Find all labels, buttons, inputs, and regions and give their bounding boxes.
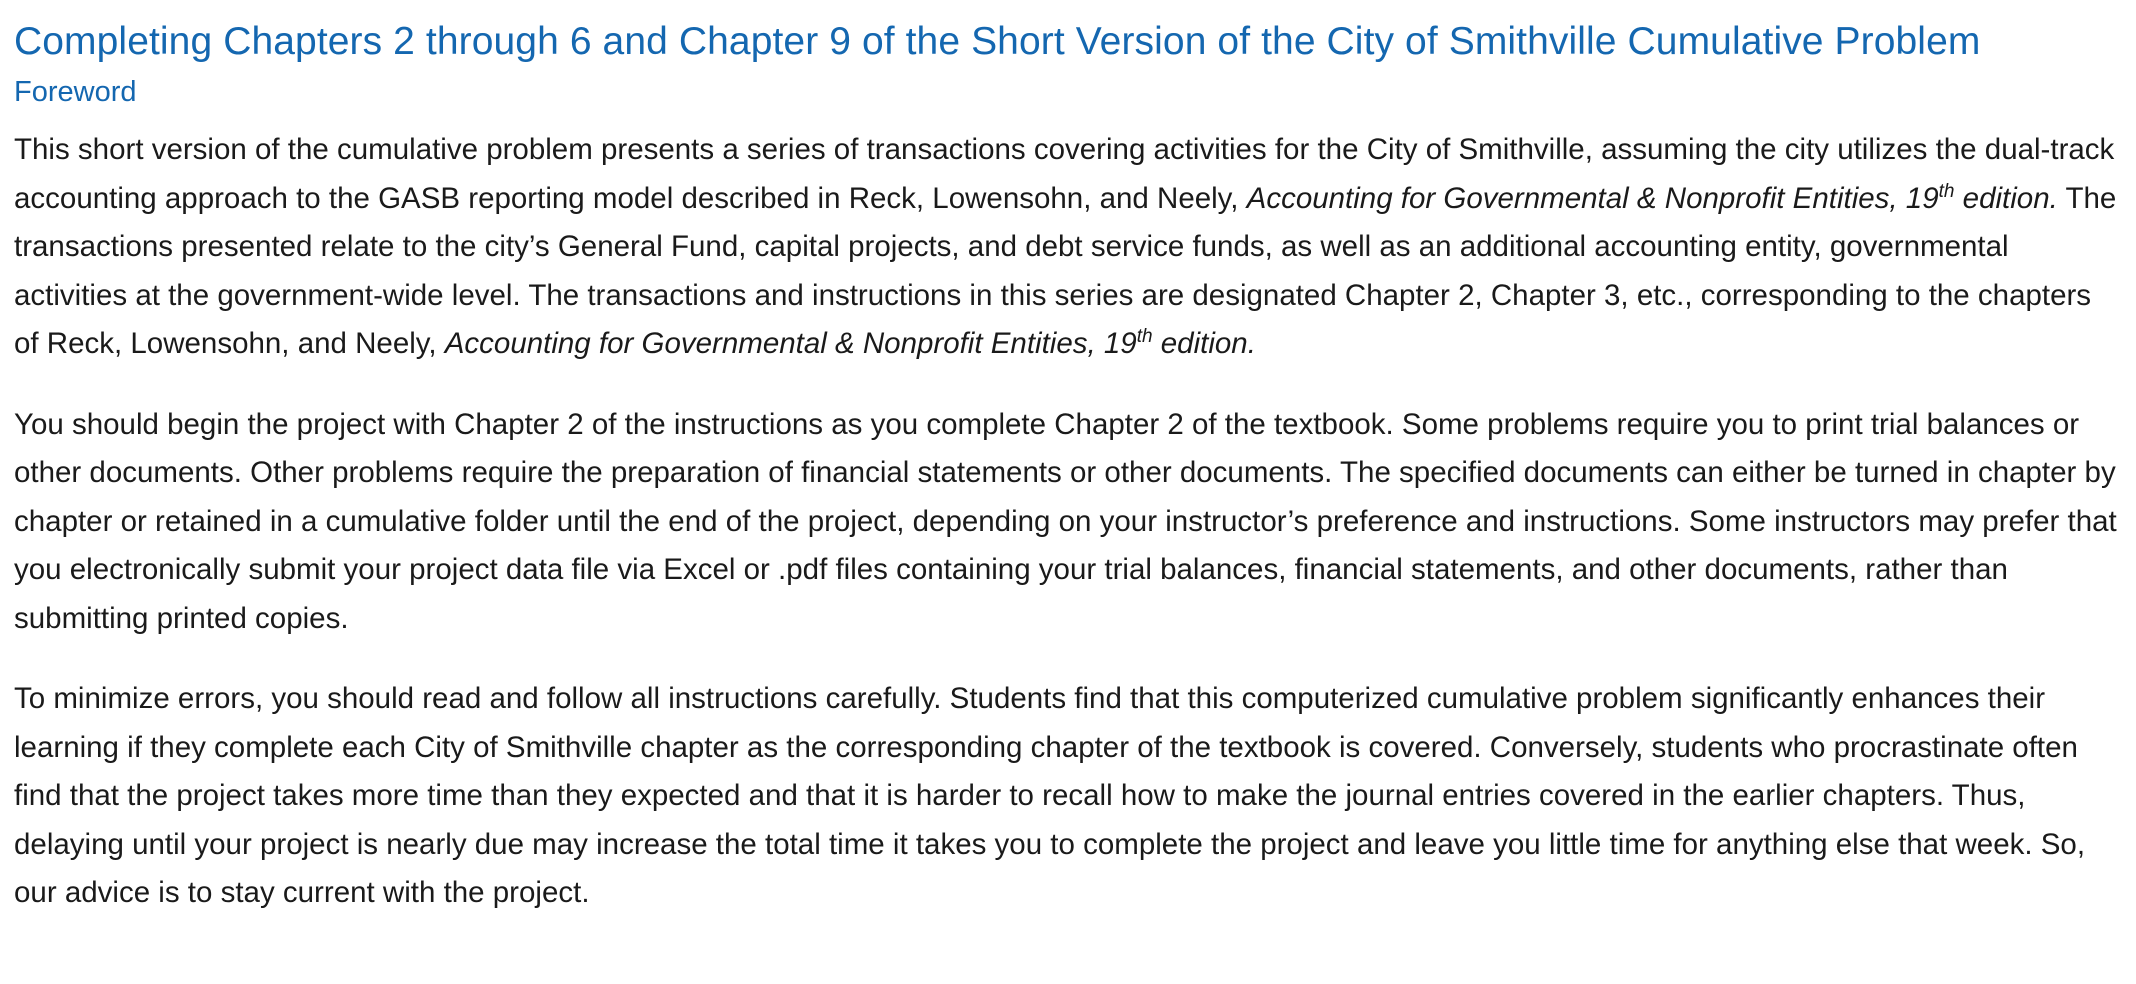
paragraph-advice: To minimize errors, you should read and follow all instructions carefully. Students find that this computerized cumulative problem significantly enhances their learning if they complete each City of Smithville chapter as the corresponding chapter of the textbook is covered. Conversely, students who procrastinate often find that the project takes more time than they expected and that it is harder to recall how to make the journal entries covered in the earlier chapters. Thus, delaying until your project is nearly due may increase the total time it takes you to complete the project and leave you little time for anything else that week. So, our advice is to stay current with the project. (14, 682, 2086, 909)
section-heading-foreword: Foreword (14, 76, 137, 108)
book-title-text-2: Accounting for Governmental & Nonprofit Entities, 19 (444, 327, 1137, 360)
paragraph-intro-text-1: This short version of the cumulative problem presents a series of transactions covering activities for the City of Smithville, assuming the city utilizes the dual-track accounting approach to the GASB reporting model described in Reck, Lowensohn, and Neely, (14, 133, 2115, 215)
edition-text-1: edition. (1954, 181, 2058, 215)
ordinal-suffix-1: th (1938, 180, 1955, 202)
paragraph-getting-started: You should begin the project with Chapter 2 of the instructions as you complete Chapter 2 of the textbook. Some problems require you to print trial balances or other documents. Other problems require the preparation of financial statements or other documents. The specified documents can either be turned in chapter by chapter or retained in a cumulative folder until the end of the project, depending on your instructor’s preference and instructions. Some instructors may prefer that you electronically submit your project data file via Excel or .pdf files containing your trial balances, financial statements, and other documents, rather than submitting printed copies. (14, 407, 2117, 635)
book-title-text-1: Accounting for Governmental & Nonprofit Entities, 19 (1246, 181, 1939, 215)
book-title-citation-2 (445, 327, 1256, 360)
page-title: Completing Chapters 2 through 6 and Chapter 9 of the Short Version of the City of Smithville Cumulative Problem (14, 20, 1981, 63)
paragraph-intro-text-2: The transactions presented relate to the city’s General Fund, capital projects, and debt service funds, as well as an additional accounting entity, governmental activities at the government-wide level. The transactions and instructions in this series are designated Chapter 2, Chapter 3, etc., corresponding to the chapters of Reck, Lowensohn, and Neely, (14, 181, 2117, 360)
edition-text-2: edition. (1152, 327, 1256, 360)
paragraph-intro (14, 126, 2122, 369)
book-title-citation-1 (1247, 182, 2058, 215)
ordinal-suffix-2: th (1136, 326, 1153, 348)
